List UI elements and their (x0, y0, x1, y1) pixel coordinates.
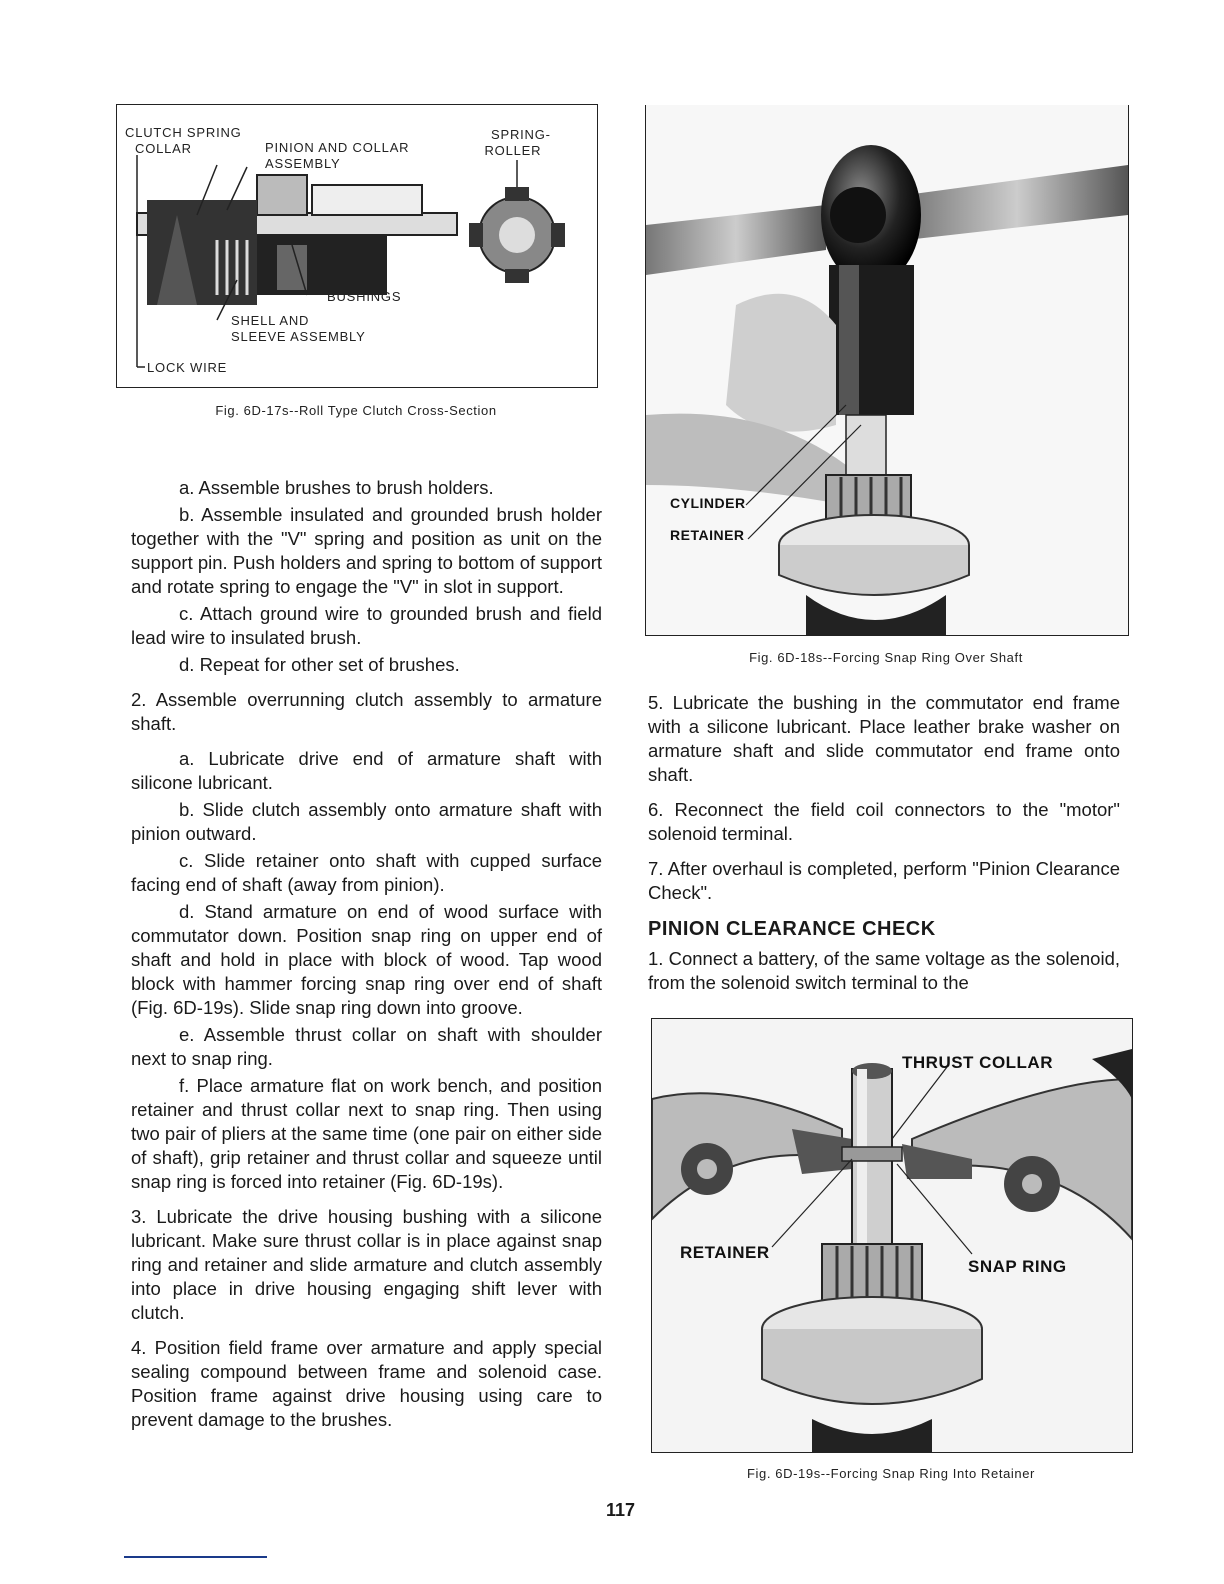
step-2: 2. Assemble overrunning clutch assembly to armature shaft. (131, 689, 602, 734)
step-1b: b. Assemble insulated and grounded brush holder together with the "V" spring and position as unit on the support pin. Push holders and spring to bottom of support and rotate spring to engage the "V" in slot in support. (131, 504, 603, 597)
label-spring-roller: SPRING- ROLLER (484, 127, 551, 158)
step-2b: b. Slide clutch assembly onto armature shaft with pinion outward. (131, 799, 602, 844)
left-column (131, 476, 602, 1443)
pinion-clearance-paragraph (648, 947, 1120, 1006)
step-2e: e. Assemble thrust collar on shaft with shoulder next to snap ring. (131, 1024, 602, 1069)
step-7: 7. After overhaul is completed, perform "Pinion Clearance Check". (648, 858, 1120, 903)
label-retainer-fig18: RETAINER (670, 527, 745, 543)
step-2d: d. Stand armature on end of wood surface with commutator down. Position snap ring on upper end of shaft and hold in place with block of wood. Tap wood block with hammer forcing snap ring over end of shaft (Fig. 6D-19s). Slide snap ring down into groove. (131, 901, 602, 1018)
fig17-caption: Fig. 6D-17s--Roll Type Clutch Cross-Section (215, 403, 497, 418)
step-2c: c. Slide retainer onto shaft with cupped surface facing end of shaft (away from pinion). (131, 850, 602, 895)
step-5: 5. Lubricate the bushing in the commutator end frame with a silicone lubricant. Place leather brake washer on armature shaft and slide commutator end frame onto shaft. (648, 692, 1120, 785)
right-column (648, 691, 1120, 916)
step-1d: d. Repeat for other set of brushes. (179, 654, 460, 675)
label-pinion-collar-assembly: PINION AND COLLAR ASSEMBLY (265, 140, 410, 171)
figure-roll-type-clutch (116, 104, 598, 388)
figure-forcing-snap-ring-over-shaft (645, 105, 1129, 636)
label-cylinder: CYLINDER (670, 495, 746, 511)
label-bushings: BUSHINGS (327, 289, 402, 304)
page-number: 117 (606, 1500, 636, 1520)
hammer-photo-illustration (646, 105, 1128, 635)
pinion-step-1: 1. Connect a battery, of the same voltage as the solenoid, from the solenoid switch terminal to the (648, 948, 1120, 993)
step-6: 6. Reconnect the field coil connectors to the "motor" solenoid terminal. (648, 799, 1120, 844)
footer-rule (124, 1556, 267, 1558)
step-2a: a. Lubricate drive end of armature shaft with silicone lubricant. (131, 748, 602, 793)
pliers-photo-illustration (652, 1019, 1132, 1452)
figure-forcing-snap-ring-into-retainer (651, 1018, 1133, 1453)
step-1c: c. Attach ground wire to grounded brush and field lead wire to insulated brush. (131, 603, 602, 648)
label-snap-ring: SNAP RING (968, 1257, 1067, 1276)
step-4: 4. Position field frame over armature and apply special sealing compound between frame and solenoid case. Position frame against drive housing using care to prevent damage to the brushes. (131, 1337, 602, 1430)
label-retainer-fig19: RETAINER (680, 1243, 770, 1262)
step-1a: a. Assemble brushes to brush holders. (179, 477, 494, 498)
step-2f: f. Place armature flat on work bench, and position retainer and thrust collar next to snap ring. Then using two pair of pliers at the same time (one pair on either side of shaft), grip retainer and thrust collar and squeeze until snap ring is forced into retainer (Fig. 6D-19s). (131, 1075, 602, 1192)
step-3: 3. Lubricate the drive housing bushing with a silicone lubricant. Make sure thrust collar is in place against snap ring and retainer and slide armature and clutch assembly into place in drive housing engaging shift lever with clutch. (131, 1206, 602, 1323)
label-clutch-spring-collar: CLUTCH SPRING COLLAR (125, 125, 242, 156)
fig19-caption: Fig. 6D-19s--Forcing Snap Ring Into Retainer (747, 1466, 1035, 1481)
label-shell-sleeve-assembly: SHELL AND SLEEVE ASSEMBLY (231, 313, 366, 344)
label-lock-wire: LOCK WIRE (147, 360, 228, 375)
fig18-caption: Fig. 6D-18s--Forcing Snap Ring Over Shaft (749, 650, 1023, 665)
section-heading-pinion-clearance-check: PINION CLEARANCE CHECK (648, 918, 936, 940)
label-thrust-collar: THRUST COLLAR (902, 1053, 1053, 1072)
